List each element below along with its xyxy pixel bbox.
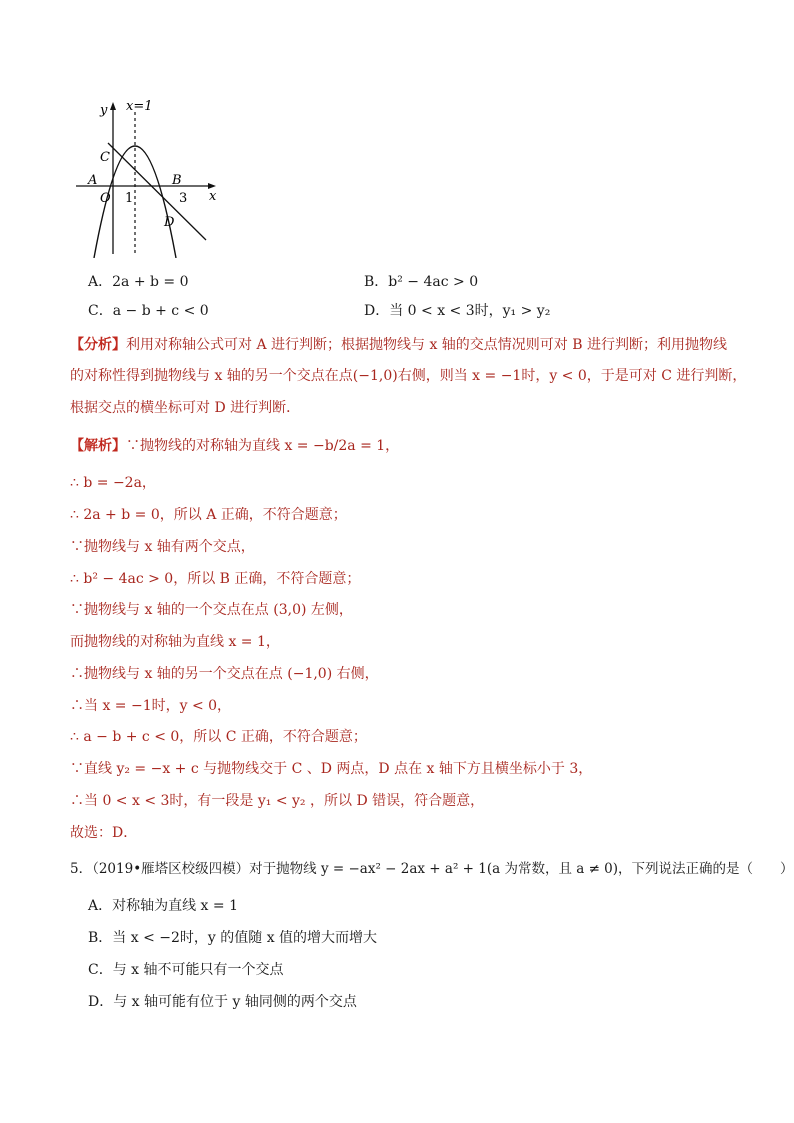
q5-option-c: C．与 x 轴不可能只有一个交点 [88,962,284,978]
analysis-line-3: 根据交点的横坐标可对 D 进行判断． [70,400,301,416]
y-axis-arrow [110,102,116,110]
q4-option-c: C．a − b + c < 0 [88,303,209,319]
solution-line-5: ∴ b² − 4ac > 0，所以 B 正确，不符合题意； [70,571,361,587]
line-y2 [108,143,206,240]
label-1: 1 [125,191,134,206]
solution-line-13: 故选：D． [70,825,138,841]
q5-option-a: A．对称轴为直线 x = 1 [88,898,238,914]
solution-line-1 [70,436,399,456]
q5-option-b: B．当 x < −2时，y 的值随 x 值的增大而增大 [88,930,378,946]
solution-line-4: ∵抛物线与 x 轴有两个交点， [70,539,255,555]
solution-line-3: ∴ 2a + b = 0，所以 A 正确，不符合题意； [70,507,347,523]
label-A: A [88,173,98,188]
solution-line-2: ∴ b = −2a， [70,475,156,491]
label-D: D [164,215,175,230]
solution-line-9: ∴当 x = −1时，y < 0， [70,698,232,714]
analysis-tag: 【分析】 [70,337,126,353]
label-B: B [172,173,182,188]
label-3: 3 [179,191,188,206]
solution-tag: 【解析】 [70,438,126,454]
analysis-line-2: 的对称性得到抛物线与 x 轴的另一个交点在点(−1,0)右侧，则当 x = −1时，y < 0，于是可对 C 进行判断， [70,368,747,384]
solution-line-8: ∴抛物线与 x 轴的另一个交点在点 (−1,0) 右侧， [70,666,379,682]
solution-line-7: 而抛物线的对称轴为直线 x = 1， [70,634,280,650]
solution-first: ∵抛物线的对称轴为直线 x = −b/2a = 1， [126,438,400,454]
label-O: O [100,191,111,206]
solution-line-11: ∵直线 y₂ = −x + c 与抛物线交于 C 、D 两点，D 点在 x 轴下方且横坐标小于 3， [70,761,593,777]
label-x: x [209,189,217,204]
solution-line-6: ∵抛物线与 x 轴的一个交点在点 (3,0) 左侧， [70,602,353,618]
parabola-figure [70,96,240,258]
q5-option-d: D．与 x 轴可能有位于 y 轴同侧的两个交点 [88,994,357,1010]
label-axis: x=1 [126,99,153,114]
label-C: C [100,150,110,165]
solution-line-12: ∴当 0 < x < 3时，有一段是 y₁ < y₂ ，所以 D 错误，符合题意， [70,793,485,809]
q4-option-d: D．当 0 < x < 3时，y₁ > y₂ [364,303,551,319]
label-y: y [100,103,108,118]
q4-option-a: A．2a + b = 0 [88,274,189,290]
analysis-line-1 [70,335,727,355]
analysis-text-1: 利用对称轴公式可对 A 进行判断；根据抛物线与 x 轴的交点情况则可对 B 进行判断；利用抛物线 [126,337,727,353]
solution-line-10: ∴ a − b + c < 0，所以 C 正确，不符合题意； [70,729,367,745]
q4-option-b: B．b² − 4ac > 0 [364,274,479,290]
question5-stem: 5．（2019•雁塔区校级四模）对于抛物线 y = −ax² − 2ax + a² + 1(a 为常数，且 a ≠ 0)，下列说法正确的是（ ） [70,861,794,877]
